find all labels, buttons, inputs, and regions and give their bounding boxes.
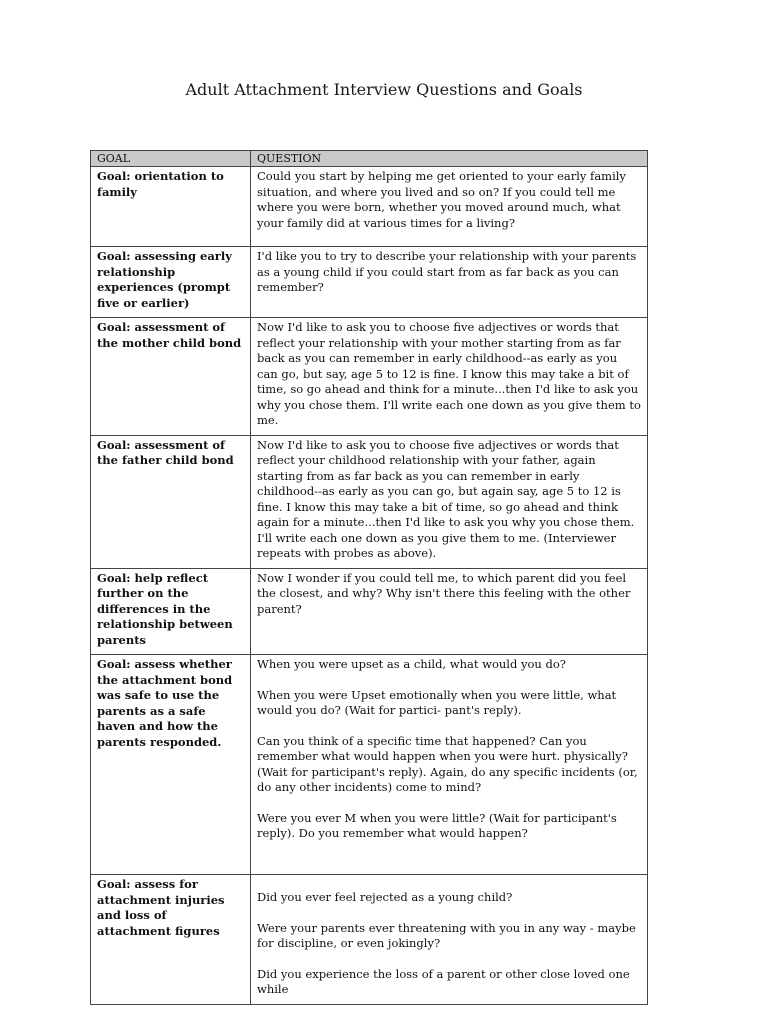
goal-cell: Goal: assessment of the mother child bond [91, 318, 251, 436]
goal-cell: Goal: assess for attachment injuries and loss of attachment figures [91, 875, 251, 1005]
question-cell [251, 875, 648, 1005]
table-header-row [91, 151, 648, 167]
question-column-header: QUESTION [251, 151, 648, 167]
question-cell [251, 318, 648, 436]
table-row [91, 167, 648, 247]
question-text: Did you experience the loss of a parent or other close loved one while [257, 966, 630, 996]
table-row [91, 318, 648, 436]
question-text: I'd like you to try to describe your relationship with your parents as a young child if you could start from as far back as you can remember? [257, 249, 637, 294]
question-text: When you were Upset emotionally when you were little, what would you do? (Wait for partici- pant's reply). [257, 687, 617, 717]
question-cell [251, 655, 648, 875]
goal-cell: Goal: assessment of the father child bond [91, 435, 251, 568]
question-text: Now I wonder if you could tell me, to which parent did you feel the closest, and why? Why isn't there this feeling with the other parent? [257, 570, 631, 616]
question-text: When you were upset as a child, what would you do? [257, 657, 566, 671]
table-row [91, 655, 648, 875]
goal-cell: Goal: orientation to family [91, 167, 251, 247]
questions-table [90, 150, 648, 1005]
table-row [91, 435, 648, 568]
goal-cell: Goal: help reflect further on the differences in the relationship between parents [91, 568, 251, 655]
question-text: Did you ever feel rejected as a young child? [257, 890, 513, 904]
question-text: Were you ever M when you were little? (Wait for participant's reply). Do you remember what would happen? [257, 810, 617, 840]
table-row [91, 568, 648, 655]
question-cell [251, 167, 648, 247]
question-cell [251, 568, 648, 655]
goal-cell: Goal: assess whether the attachment bond was safe to use the parents as a safe haven and how the parents responded. [91, 655, 251, 875]
document-title: Adult Attachment Interview Questions and Goals [185, 80, 583, 99]
question-text: Could you start by helping me get oriented to your early family situation, and where you lived and so on? If you could tell me where you were born, whether you moved around much, what your family did at various times for a living? [257, 169, 626, 230]
question-text: Can you think of a specific time that happened? Can you remember what would happen when you were hurt. physically? (Wait for participant's reply). Again, do any specific incidents (or, do any other incidents) come to mind? [257, 733, 638, 794]
goal-cell: Goal: assessing early relationship experiences (prompt five or earlier) [91, 247, 251, 318]
question-text: Were your parents ever threatening with you in any way - maybe for discipline, or even jokingly? [257, 920, 636, 950]
question-text: Now I'd like to ask you to choose five adjectives or words that reflect your relationship with your mother starting from as far back as you can remember in early childhood--as early as you can go, but say, age 5 to 12 is fine. I know this may take a bit of time, so go ahead and think for a minute...then I'd like to ask you why you chose them. I'll write each one down as you give them to me. [257, 320, 641, 427]
table-row [91, 247, 648, 318]
table-row [91, 875, 648, 1005]
question-cell [251, 247, 648, 318]
question-text: Now I'd like to ask you to choose five adjectives or words that reflect your childhood relationship with your father, again starting from as far back as you can remember in early childhood--as early as you can go, but again say, age 5 to 12 is fine. I know this may take a bit of time, so go ahead and think again for a minute...then I'd like to ask you why you chose them. I'll write each one down as you give them to me. (Interviewer repeats with probes as above). [257, 437, 635, 560]
question-cell [251, 435, 648, 568]
goal-column-header: GOAL [91, 151, 251, 167]
